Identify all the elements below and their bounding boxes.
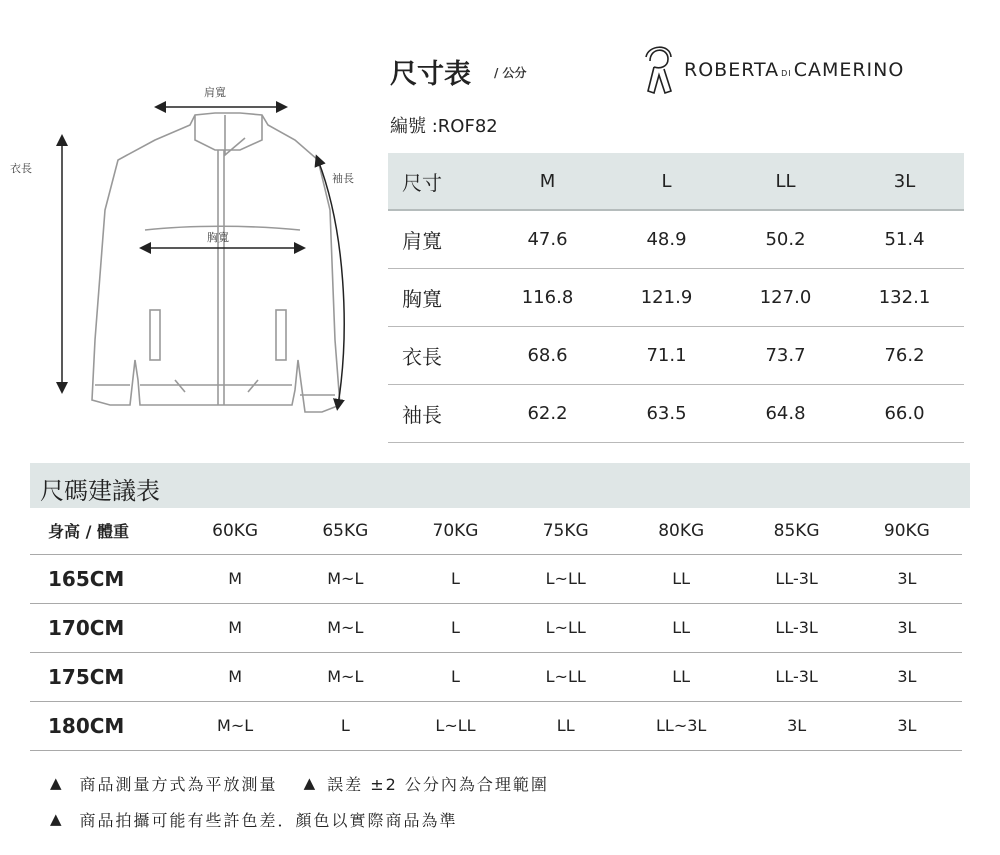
weight-col-header: 70KG: [432, 520, 479, 541]
weight-col-header: 75KG: [542, 520, 589, 541]
table-cell: 62.2: [527, 402, 568, 424]
table-cell: M~L: [327, 618, 364, 637]
table-row: [388, 210, 964, 268]
height-label: 175CM: [48, 664, 125, 689]
brand-logo: [640, 40, 904, 100]
table-cell: 66.0: [884, 402, 925, 424]
table-cell: 3L: [897, 716, 917, 735]
brand-name-di: DI: [781, 69, 792, 78]
recommendation-table: [30, 508, 962, 751]
chest-label: 胸寬: [207, 231, 229, 244]
table-cell: 63.5: [646, 402, 687, 424]
table-row: [388, 268, 964, 326]
note-text: 誤差 ±2 公分內為合理範圍: [327, 774, 549, 794]
weight-col-header: 85KG: [773, 520, 820, 541]
model-label: 編號 :: [390, 116, 438, 137]
table-cell: 48.9: [646, 228, 687, 250]
table-cell: M: [228, 569, 242, 588]
table-cell: 132.1: [878, 286, 931, 308]
table-cell: L: [451, 667, 460, 686]
table-cell: LL-3L: [775, 667, 818, 686]
brand-name-part1: ROBERTA: [684, 59, 780, 81]
size-col-header: L: [607, 153, 726, 210]
size-table-header: [388, 153, 964, 210]
recommendation-corner: 身高 / 體重: [48, 522, 129, 542]
row-label: 胸寬: [402, 286, 442, 311]
table-cell: 64.8: [765, 402, 806, 424]
weight-col-header: 90KG: [883, 520, 930, 541]
triangle-icon: ▲: [50, 774, 64, 792]
table-cell: 127.0: [759, 286, 812, 308]
table-cell: LL: [556, 716, 575, 735]
table-cell: 76.2: [884, 344, 925, 366]
height-label: 170CM: [48, 615, 125, 640]
size-col-header: 3L: [845, 153, 964, 210]
table-cell: 50.2: [765, 228, 806, 250]
table-cell: 3L: [787, 716, 807, 735]
row-label: 袖長: [402, 402, 442, 427]
table-cell: LL: [672, 618, 691, 637]
length-label: 衣長: [10, 162, 32, 175]
weight-col-header: 65KG: [322, 520, 369, 541]
unit-label: / 公分: [494, 66, 527, 80]
table-row: [30, 652, 962, 701]
table-cell: M~L: [327, 569, 364, 588]
table-row: [388, 326, 964, 384]
brand-name-part2: CAMERINO: [793, 59, 905, 81]
weight-col-header: 80KG: [658, 520, 705, 541]
height-label: 165CM: [48, 566, 125, 591]
table-cell: L: [340, 716, 350, 735]
recommendation-title-bar: [30, 463, 970, 508]
table-cell: LL: [672, 569, 691, 588]
size-table-corner: 尺寸: [388, 153, 488, 210]
note-text: 商品拍攝可能有些許色差．顏色以實際商品為準: [79, 810, 458, 830]
note-line: [50, 801, 549, 837]
row-label: 衣長: [402, 344, 442, 369]
jacket-outline: [92, 113, 340, 412]
table-cell: 3L: [897, 569, 917, 588]
table-cell: M: [228, 667, 242, 686]
page-title: 尺寸表: [390, 59, 471, 90]
size-col-header: LL: [726, 153, 845, 210]
triangle-icon: ▲: [50, 810, 64, 828]
note-line: [50, 765, 549, 801]
row-label: 肩寬: [402, 228, 442, 253]
table-cell: M: [228, 618, 242, 637]
height-label: 180CM: [48, 713, 125, 738]
model-number: [390, 112, 498, 138]
table-cell: 3L: [897, 618, 917, 637]
weight-col-header: 60KG: [212, 520, 259, 541]
brand-mark-icon: [640, 41, 678, 99]
size-col-header: M: [488, 153, 607, 210]
table-cell: L~LL: [545, 569, 586, 588]
model-code: ROF82: [437, 116, 498, 137]
table-row: [30, 554, 962, 603]
table-cell: M~L: [327, 667, 364, 686]
table-cell: M~L: [217, 716, 254, 735]
table-cell: L~LL: [545, 618, 586, 637]
table-cell: L: [451, 569, 460, 588]
triangle-icon: ▲: [303, 774, 318, 792]
note-text: 商品測量方式為平放測量: [79, 774, 278, 794]
table-cell: L: [451, 618, 460, 637]
table-cell: L~LL: [545, 667, 586, 686]
sleeve-label: 袖長: [332, 172, 354, 185]
table-cell: LL~3L: [656, 716, 707, 735]
table-cell: 51.4: [884, 228, 925, 250]
table-cell: 71.1: [646, 344, 687, 366]
table-row: [388, 384, 964, 442]
recommendation-header: [30, 508, 962, 554]
table-row: [30, 603, 962, 652]
recommendation-title: 尺碼建議表: [40, 477, 160, 505]
table-cell: 68.6: [527, 344, 568, 366]
shoulder-label: 肩寬: [204, 86, 226, 99]
table-cell: 3L: [897, 667, 917, 686]
table-cell: 121.9: [640, 286, 693, 308]
table-cell: LL-3L: [775, 569, 818, 588]
notes: [50, 765, 549, 837]
table-cell: LL: [672, 667, 691, 686]
table-cell: 73.7: [765, 344, 806, 366]
table-cell: LL-3L: [775, 618, 818, 637]
table-row: [30, 701, 962, 750]
table-cell: L~LL: [435, 716, 476, 735]
table-cell: 116.8: [521, 286, 574, 308]
size-table: [388, 153, 964, 443]
table-cell: 47.6: [527, 228, 568, 250]
jacket-diagram: [0, 60, 380, 440]
